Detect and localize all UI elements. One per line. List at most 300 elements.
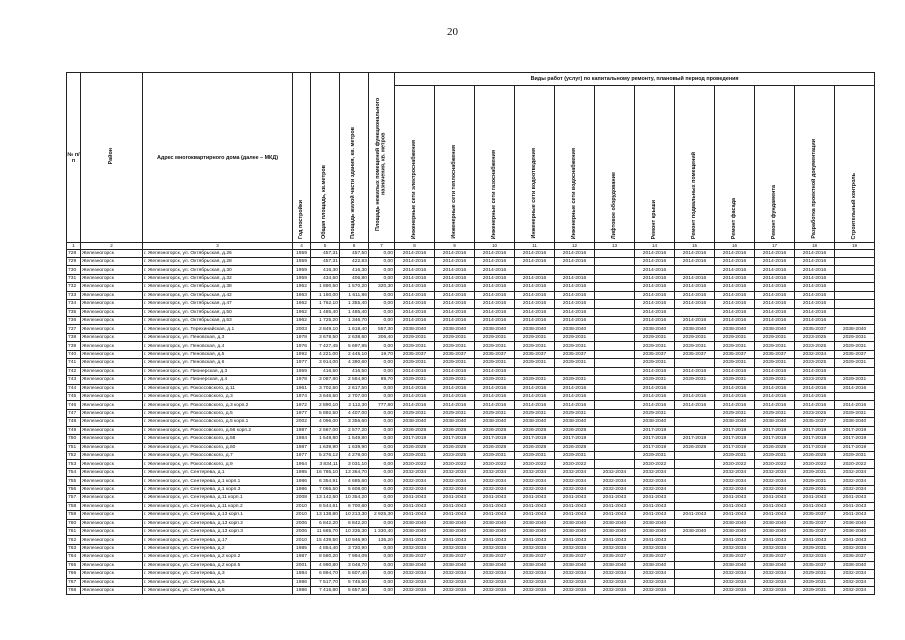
row-work-period: 2026-2028 bbox=[515, 443, 555, 451]
row-work-period: 2035-2037 bbox=[515, 553, 555, 561]
row-living-area: 416,50 bbox=[340, 367, 369, 375]
row-work-period: 2041-2043 bbox=[795, 502, 835, 510]
column-number: 13 bbox=[595, 243, 635, 250]
row-living-area: 2 617,50 bbox=[340, 384, 369, 392]
row-year: 1962 bbox=[293, 300, 311, 308]
row-work-period: 2014-2016 bbox=[475, 401, 515, 409]
row-work-period: 2026-2028 bbox=[515, 426, 555, 434]
works-group-header: Виды работ (услуг) по капитальному ремонту, плановый период проведения bbox=[395, 73, 875, 86]
row-work-period: 2029-2031 bbox=[555, 409, 595, 417]
row-work-period: 2041-2043 bbox=[475, 502, 515, 510]
row-work-period: 2029-2031 bbox=[635, 359, 675, 367]
row-work-period: 2026-2028 bbox=[435, 426, 475, 434]
table-row bbox=[67, 266, 875, 274]
row-work-period: 2041-2043 bbox=[755, 536, 795, 544]
row-living-area: 10 354,20 bbox=[340, 494, 369, 502]
row-work-period: 2032-2034 bbox=[755, 570, 795, 578]
row-number: 747 bbox=[67, 409, 81, 417]
row-work-period bbox=[675, 409, 715, 417]
row-work-period: 2032-2034 bbox=[835, 570, 875, 578]
row-work-period: 2014-2016 bbox=[515, 257, 555, 265]
row-work-period bbox=[595, 418, 635, 426]
row-work-period: 2032-2034 bbox=[755, 578, 795, 586]
row-work-period: 2038-2040 bbox=[715, 527, 755, 535]
row-work-period: 2014-2016 bbox=[475, 266, 515, 274]
row-work-period: 2014-2016 bbox=[555, 308, 595, 316]
row-work-period: 2014-2016 bbox=[555, 274, 595, 282]
row-work-period: 2023-2025 bbox=[435, 452, 475, 460]
row-work-period: 2014-2016 bbox=[435, 317, 475, 325]
row-living-area: 2 638,60 bbox=[340, 333, 369, 341]
row-district: Железногорск bbox=[81, 300, 143, 308]
row-total-area: 1 762,10 bbox=[311, 300, 340, 308]
row-living-area: 7 994,09 bbox=[340, 553, 369, 561]
row-work-period: 2038-2040 bbox=[515, 561, 555, 569]
row-work-period: 2041-2043 bbox=[475, 511, 515, 519]
row-work-period: 2035-2037 bbox=[795, 561, 835, 569]
row-total-area: 2 667,00 bbox=[311, 426, 340, 434]
row-living-area: 422,83 bbox=[340, 257, 369, 265]
row-work-period: 2038-2040 bbox=[515, 325, 555, 333]
col-header-num: № п/п bbox=[67, 73, 81, 243]
row-work-period: 2038-2040 bbox=[555, 561, 595, 569]
row-work-period: 2038-2040 bbox=[435, 519, 475, 527]
row-nonliving-area: 0,00 bbox=[369, 418, 395, 426]
row-work-period: 2032-2034 bbox=[595, 587, 635, 595]
row-work-period: 2038-2040 bbox=[755, 325, 795, 333]
row-nonliving-area: 0,00 bbox=[369, 468, 395, 476]
row-nonliving-area: 0,00 bbox=[369, 291, 395, 299]
row-work-period: 2041-2043 bbox=[835, 494, 875, 502]
row-work-period bbox=[675, 460, 715, 468]
row-work-period: 2029-2031 bbox=[475, 452, 515, 460]
row-nonliving-area: 0,00 bbox=[369, 249, 395, 257]
table-row bbox=[67, 384, 875, 392]
row-work-period: 2014-2016 bbox=[395, 257, 435, 265]
row-work-period: 2014-2016 bbox=[555, 249, 595, 257]
column-number: 4 bbox=[293, 243, 311, 250]
row-work-period: 2014-2016 bbox=[475, 367, 515, 375]
row-district: Железногорск bbox=[81, 384, 143, 392]
row-work-period: 2014-2016 bbox=[475, 274, 515, 282]
row-work-period bbox=[595, 249, 635, 257]
row-work-period: 2038-2040 bbox=[515, 527, 555, 535]
header-row-1 bbox=[67, 73, 875, 86]
row-living-area: 2 577,20 bbox=[340, 426, 369, 434]
row-work-period: 2014-2016 bbox=[675, 283, 715, 291]
col-header-district: Район bbox=[81, 73, 143, 243]
row-district: Железногорск bbox=[81, 468, 143, 476]
row-work-period: 2014-2016 bbox=[635, 274, 675, 282]
row-work-period: 2032-2034 bbox=[515, 587, 555, 595]
row-district: Железногорск bbox=[81, 249, 143, 257]
table-row bbox=[67, 485, 875, 493]
row-work-period: 2041-2043 bbox=[795, 494, 835, 502]
row-work-period: 2038-2040 bbox=[515, 519, 555, 527]
row-work-period: 2023-2025 bbox=[795, 342, 835, 350]
row-year: 2002 bbox=[293, 418, 311, 426]
row-living-area: 2 584,90 bbox=[340, 376, 369, 384]
row-total-area: 8 580,20 bbox=[311, 553, 340, 561]
row-nonliving-area: 0,00 bbox=[369, 359, 395, 367]
col-header-work-9: Ремонт фасада bbox=[715, 86, 755, 243]
row-work-period: 2029-2031 bbox=[515, 342, 555, 350]
row-work-period: 2032-2034 bbox=[475, 587, 515, 595]
row-nonliving-area: 0,00 bbox=[369, 502, 395, 510]
row-work-period: 2014-2016 bbox=[675, 401, 715, 409]
table-row bbox=[67, 468, 875, 476]
table-row bbox=[67, 342, 875, 350]
row-work-period: 2038-2040 bbox=[555, 325, 595, 333]
row-work-period: 2038-2040 bbox=[755, 519, 795, 527]
row-work-period: 2014-2016 bbox=[435, 367, 475, 375]
column-number: 6 bbox=[340, 243, 369, 250]
table-row bbox=[67, 452, 875, 460]
row-work-period: 2014-2016 bbox=[635, 367, 675, 375]
row-work-period: 2014-2016 bbox=[675, 291, 715, 299]
row-year: 1977 bbox=[293, 452, 311, 460]
row-work-period: 2032-2034 bbox=[435, 468, 475, 476]
row-work-period: 2038-2040 bbox=[755, 418, 795, 426]
row-work-period bbox=[835, 300, 875, 308]
row-district: Железногорск bbox=[81, 257, 143, 265]
row-living-area: 4 278,00 bbox=[340, 452, 369, 460]
table-row bbox=[67, 333, 875, 341]
row-district: Железногорск bbox=[81, 485, 143, 493]
row-work-period: 2017-2019 bbox=[835, 426, 875, 434]
row-work-period: 2014-2016 bbox=[555, 291, 595, 299]
row-work-period: 2014-2016 bbox=[435, 384, 475, 392]
row-work-period bbox=[595, 274, 635, 282]
row-living-area: 3 031,10 bbox=[340, 460, 369, 468]
row-work-period: 2032-2034 bbox=[715, 477, 755, 485]
row-work-period: 2014-2016 bbox=[555, 401, 595, 409]
row-district: Железногорск bbox=[81, 460, 143, 468]
row-work-period: 2038-2040 bbox=[395, 527, 435, 535]
row-living-area: 5 607,40 bbox=[340, 570, 369, 578]
row-work-period bbox=[675, 426, 715, 434]
row-work-period: 2035-2037 bbox=[635, 553, 675, 561]
row-work-period: 2038-2040 bbox=[635, 325, 675, 333]
row-number: 757 bbox=[67, 494, 81, 502]
row-work-period: 2029-2031 bbox=[835, 452, 875, 460]
table-row bbox=[67, 291, 875, 299]
row-work-period: 2020-2022 bbox=[755, 460, 795, 468]
row-work-period: 2032-2034 bbox=[515, 570, 555, 578]
row-work-period: 2035-2037 bbox=[795, 325, 835, 333]
row-work-period: 2014-2016 bbox=[715, 291, 755, 299]
row-work-period: 2029-2031 bbox=[395, 359, 435, 367]
row-work-period: 2029-2031 bbox=[675, 376, 715, 384]
row-work-period: 2020-2022 bbox=[475, 460, 515, 468]
row-address: г. Железногорск, ул. Рокоссовского, д.58 bbox=[143, 435, 293, 443]
row-work-period: 2029-2031 bbox=[515, 452, 555, 460]
row-work-period bbox=[595, 342, 635, 350]
row-work-period: 2029-2031 bbox=[435, 342, 475, 350]
row-work-period: 2014-2016 bbox=[395, 266, 435, 274]
row-work-period: 2029-2031 bbox=[795, 468, 835, 476]
row-work-period: 2017-2019 bbox=[435, 435, 475, 443]
row-address: г. Железногорск, ул. Октябрьская, д.50 bbox=[143, 308, 293, 316]
row-nonliving-area: 0,00 bbox=[369, 342, 395, 350]
row-work-period: 2032-2034 bbox=[555, 587, 595, 595]
col-header-work-7: Ремонт крыши bbox=[635, 86, 675, 243]
row-address: г. Железногорск, ул. Рокоссовского, д.5 bbox=[143, 409, 293, 417]
row-work-period: 2041-2043 bbox=[555, 502, 595, 510]
row-work-period: 2014-2016 bbox=[635, 300, 675, 308]
row-work-period bbox=[835, 291, 875, 299]
row-work-period: 2017-2019 bbox=[635, 443, 675, 451]
row-work-period: 2038-2040 bbox=[555, 519, 595, 527]
row-work-period: 2032-2034 bbox=[475, 485, 515, 493]
row-number: 768 bbox=[67, 587, 81, 595]
row-work-period bbox=[595, 401, 635, 409]
row-work-period: 2014-2016 bbox=[715, 317, 755, 325]
row-work-period: 2032-2034 bbox=[555, 477, 595, 485]
row-work-period: 2038-2040 bbox=[675, 527, 715, 535]
table-row bbox=[67, 257, 875, 265]
row-work-period: 2014-2016 bbox=[555, 300, 595, 308]
row-work-period: 2029-2031 bbox=[755, 376, 795, 384]
row-work-period bbox=[675, 308, 715, 316]
column-number: 5 bbox=[311, 243, 340, 250]
row-work-period: 2038-2040 bbox=[475, 527, 515, 535]
row-work-period: 2014-2016 bbox=[395, 367, 435, 375]
row-work-period: 2029-2031 bbox=[555, 376, 595, 384]
row-work-period bbox=[595, 325, 635, 333]
row-work-period: 2014-2016 bbox=[515, 392, 555, 400]
table-row bbox=[67, 553, 875, 561]
row-district: Железногорск bbox=[81, 519, 143, 527]
row-work-period: 2041-2043 bbox=[755, 511, 795, 519]
row-work-period: 2014-2016 bbox=[715, 392, 755, 400]
row-year: 1977 bbox=[293, 409, 311, 417]
row-year: 1992 bbox=[293, 350, 311, 358]
page-number: 20 bbox=[447, 26, 458, 38]
row-work-period: 2014-2016 bbox=[395, 401, 435, 409]
row-address: г. Железногорск, ул. Октябрьская, д.30 bbox=[143, 266, 293, 274]
row-work-period: 2014-2016 bbox=[435, 249, 475, 257]
row-work-period: 2014-2016 bbox=[435, 266, 475, 274]
table-row bbox=[67, 392, 875, 400]
row-work-period: 2014-2016 bbox=[395, 291, 435, 299]
col-header-work-11: Разработка проектной документации bbox=[795, 86, 835, 243]
row-year: 1978 bbox=[293, 376, 311, 384]
row-district: Железногорск bbox=[81, 561, 143, 569]
row-total-area: 5 276,12 bbox=[311, 452, 340, 460]
row-work-period: 2035-2037 bbox=[555, 553, 595, 561]
row-work-period: 2038-2040 bbox=[395, 325, 435, 333]
row-work-period: 2023-2025 bbox=[795, 376, 835, 384]
row-total-area: 4 096,00 bbox=[311, 418, 340, 426]
row-nonliving-area: 557,30 bbox=[369, 325, 395, 333]
row-work-period: 2032-2034 bbox=[435, 485, 475, 493]
row-work-period: 2014-2016 bbox=[475, 300, 515, 308]
row-year: 1959 bbox=[293, 367, 311, 375]
row-work-period: 2014-2016 bbox=[435, 392, 475, 400]
col-header-work-1: Инженерные сети электроснабжения bbox=[395, 86, 435, 243]
row-work-period bbox=[595, 291, 635, 299]
row-total-area: 6 842,20 bbox=[311, 519, 340, 527]
row-number: 732 bbox=[67, 283, 81, 291]
row-year: 1959 bbox=[293, 274, 311, 282]
row-district: Железногорск bbox=[81, 350, 143, 358]
row-number: 742 bbox=[67, 367, 81, 375]
row-year: 1962 bbox=[293, 308, 311, 316]
row-work-period: 2029-2031 bbox=[475, 376, 515, 384]
row-work-period: 2029-2031 bbox=[435, 409, 475, 417]
row-work-period: 2029-2031 bbox=[555, 342, 595, 350]
column-number: 9 bbox=[435, 243, 475, 250]
row-nonliving-area: 777,80 bbox=[369, 401, 395, 409]
row-work-period: 2038-2040 bbox=[555, 418, 595, 426]
table-row bbox=[67, 317, 875, 325]
row-work-period: 2014-2016 bbox=[435, 274, 475, 282]
row-work-period: 2014-2016 bbox=[715, 300, 755, 308]
col-header-work-8: Ремонт подвальных помещений bbox=[675, 86, 715, 243]
col-header-work-2: Инженерные сети теплоснабжения bbox=[435, 86, 475, 243]
row-work-period: 2038-2040 bbox=[475, 418, 515, 426]
row-work-period bbox=[515, 266, 555, 274]
row-total-area: 7 427,45 bbox=[311, 342, 340, 350]
row-work-period: 2038-2040 bbox=[395, 418, 435, 426]
row-work-period: 2041-2043 bbox=[635, 502, 675, 510]
row-work-period: 2029-2031 bbox=[395, 409, 435, 417]
row-work-period bbox=[595, 460, 635, 468]
row-work-period: 2038-2040 bbox=[395, 519, 435, 527]
row-nonliving-area: 320,30 bbox=[369, 283, 395, 291]
row-total-area: 3 646,50 bbox=[311, 392, 340, 400]
row-work-period: 2014-2016 bbox=[715, 274, 755, 282]
row-work-period: 2029-2031 bbox=[635, 376, 675, 384]
row-total-area: 3 087,80 bbox=[311, 376, 340, 384]
column-number: 8 bbox=[395, 243, 435, 250]
row-work-period: 2041-2043 bbox=[635, 511, 675, 519]
row-work-period: 2032-2034 bbox=[835, 578, 875, 586]
row-year: 2001 bbox=[293, 561, 311, 569]
row-work-period: 2041-2043 bbox=[715, 502, 755, 510]
row-address: г. Железногорск, ул. Октябрьская, д.26 bbox=[143, 249, 293, 257]
row-work-period: 2032-2034 bbox=[755, 477, 795, 485]
row-year: 2010 bbox=[293, 511, 311, 519]
row-work-period bbox=[595, 435, 635, 443]
row-year: 1959 bbox=[293, 257, 311, 265]
row-nonliving-area: 0,00 bbox=[369, 587, 395, 595]
row-work-period: 2017-2019 bbox=[395, 435, 435, 443]
row-work-period: 2032-2034 bbox=[715, 587, 755, 595]
row-work-period bbox=[675, 485, 715, 493]
row-nonliving-area: 89,70 bbox=[369, 376, 395, 384]
row-nonliving-area: 0,00 bbox=[369, 443, 395, 451]
row-work-period: 2014-2016 bbox=[475, 249, 515, 257]
row-work-period: 2017-2019 bbox=[555, 435, 595, 443]
row-work-period: 2038-2040 bbox=[435, 561, 475, 569]
row-work-period bbox=[675, 359, 715, 367]
row-number: 759 bbox=[67, 511, 81, 519]
table-row bbox=[67, 426, 875, 434]
row-work-period: 2014-2016 bbox=[795, 300, 835, 308]
row-work-period: 2014-2016 bbox=[435, 283, 475, 291]
row-address: г. Железногорск, ул. Октябрьская, д.42 bbox=[143, 291, 293, 299]
row-work-period: 2041-2043 bbox=[595, 494, 635, 502]
row-number: 761 bbox=[67, 527, 81, 535]
row-living-area: 10 335,30 bbox=[340, 527, 369, 535]
row-address: г. Железногорск, ул. Рокоссовского, д.56 корп.2 bbox=[143, 426, 293, 434]
row-work-period: 2038-2040 bbox=[755, 527, 795, 535]
row-total-area: 7 065,50 bbox=[311, 485, 340, 493]
row-living-area: 5 608,00 bbox=[340, 485, 369, 493]
row-work-period bbox=[555, 367, 595, 375]
row-total-area: 13 138,80 bbox=[311, 511, 340, 519]
row-work-period: 2041-2043 bbox=[755, 502, 795, 510]
row-work-period: 2014-2016 bbox=[715, 257, 755, 265]
row-work-period: 2029-2031 bbox=[755, 359, 795, 367]
row-work-period: 2014-2016 bbox=[635, 392, 675, 400]
row-work-period bbox=[595, 409, 635, 417]
row-work-period: 2035-2037 bbox=[795, 511, 835, 519]
row-work-period: 2029-2031 bbox=[555, 333, 595, 341]
row-work-period: 2035-2037 bbox=[715, 553, 755, 561]
row-district: Железногорск bbox=[81, 308, 143, 316]
row-work-period: 2029-2031 bbox=[395, 333, 435, 341]
col-header-work-12: Строительный контроль bbox=[835, 86, 875, 243]
row-work-period: 2041-2043 bbox=[675, 511, 715, 519]
column-number: 16 bbox=[715, 243, 755, 250]
row-work-period: 2023-2025 bbox=[795, 359, 835, 367]
row-work-period: 2014-2016 bbox=[395, 317, 435, 325]
row-work-period: 2032-2034 bbox=[835, 477, 875, 485]
row-work-period: 2041-2043 bbox=[515, 494, 555, 502]
row-living-area: 457,50 bbox=[340, 249, 369, 257]
row-work-period: 2014-2016 bbox=[635, 249, 675, 257]
col-header-work-6: Лифтовое оборудование bbox=[595, 86, 635, 243]
row-work-period: 2029-2031 bbox=[715, 359, 755, 367]
row-total-area: 1 150,00 bbox=[311, 291, 340, 299]
row-year: 2010 bbox=[293, 536, 311, 544]
row-work-period: 2017-2019 bbox=[715, 435, 755, 443]
row-work-period: 2041-2043 bbox=[475, 536, 515, 544]
row-address: г. Железногорск, ул. Пионерская, д.3 bbox=[143, 367, 293, 375]
row-work-period: 2038-2040 bbox=[715, 325, 755, 333]
row-total-area: 3 834,11 bbox=[311, 460, 340, 468]
row-work-period: 2026-2028 bbox=[675, 443, 715, 451]
row-address: г. Железногорск, ул. Пеновская, д.6 bbox=[143, 359, 293, 367]
row-work-period: 2038-2040 bbox=[475, 561, 515, 569]
row-work-period: 2014-2016 bbox=[515, 249, 555, 257]
row-number: 738 bbox=[67, 333, 81, 341]
row-work-period: 2014-2016 bbox=[675, 257, 715, 265]
row-work-period: 2032-2034 bbox=[475, 468, 515, 476]
row-work-period bbox=[675, 570, 715, 578]
row-year: 1974 bbox=[293, 392, 311, 400]
column-number: 1 bbox=[67, 243, 81, 250]
row-nonliving-area: 0,00 bbox=[369, 392, 395, 400]
row-number: 764 bbox=[67, 553, 81, 561]
row-work-period: 2029-2031 bbox=[795, 587, 835, 595]
row-work-period bbox=[595, 300, 635, 308]
row-living-area: 1 639,90 bbox=[340, 443, 369, 451]
row-work-period: 2014-2016 bbox=[795, 274, 835, 282]
row-work-period: 2029-2031 bbox=[435, 359, 475, 367]
row-number: 767 bbox=[67, 578, 81, 586]
table-row bbox=[67, 561, 875, 569]
row-work-period: 2014-2016 bbox=[555, 283, 595, 291]
row-nonliving-area: 0,00 bbox=[369, 426, 395, 434]
row-nonliving-area: 0,00 bbox=[369, 274, 395, 282]
row-district: Железногорск bbox=[81, 317, 143, 325]
row-work-period: 2038-2040 bbox=[435, 527, 475, 535]
row-work-period: 2029-2031 bbox=[715, 342, 755, 350]
